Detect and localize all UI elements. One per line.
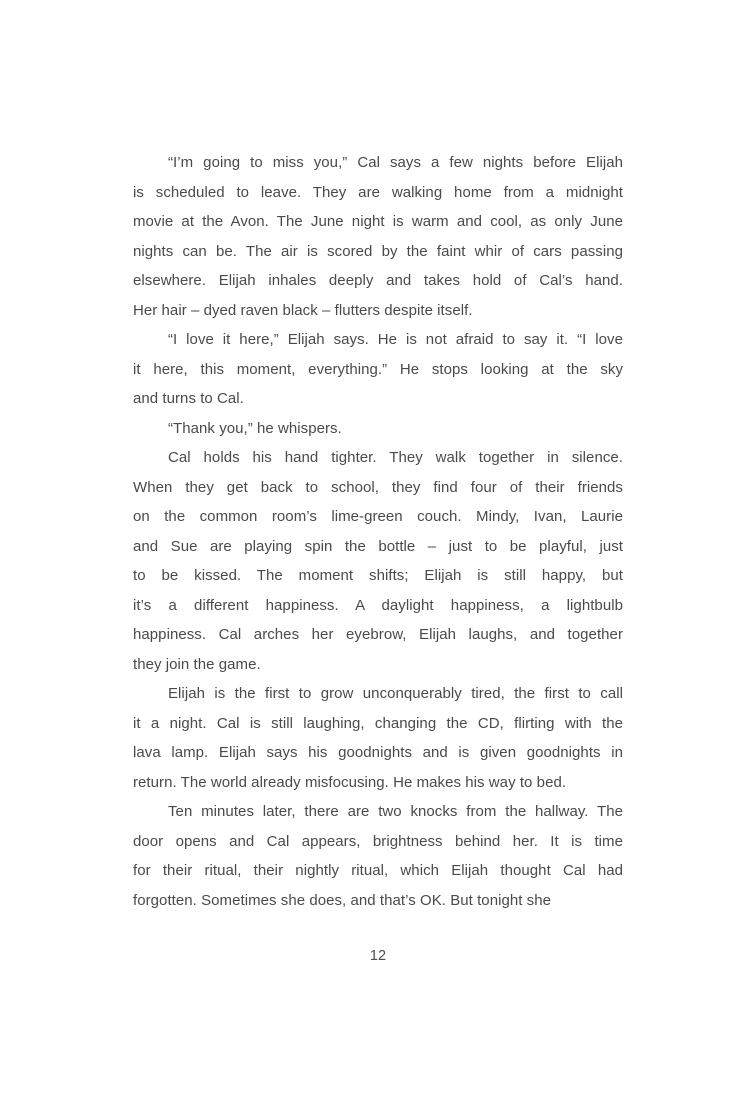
text-line: “I’m going to miss you,” Cal says a few nights before Elijah [168, 154, 623, 171]
paragraph [133, 414, 623, 444]
text-line: it a night. Cal is still laughing, changing the CD, flirting with the [133, 714, 623, 732]
paragraph [133, 148, 623, 325]
text-line: movie at the Avon. The June night is warm and cool, as only June [133, 213, 623, 230]
text-line: lava lamp. Elijah says his goodnights and is given goodnights in [133, 744, 623, 761]
text-block [133, 148, 623, 915]
text-line: Her hair – dyed raven black – flutters despite itself. [133, 301, 473, 319]
text-line: to be kissed. The moment shifts; Elijah is still happy, but [133, 567, 623, 584]
text-line: on the common room’s lime-green couch. Mindy, Ivan, Laurie [133, 508, 623, 525]
paragraph [133, 443, 623, 679]
paragraph [133, 797, 623, 915]
text-line: Ten minutes later, there are two knocks from the hallway. The [168, 803, 623, 820]
text-line: elsewhere. Elijah inhales deeply and takes hold of Cal’s hand. [133, 272, 623, 289]
text-line: it here, this moment, everything.” He stops looking at the sky [133, 360, 623, 378]
text-line: is scheduled to leave. They are walking home from a midnight [133, 183, 623, 201]
paragraph [133, 679, 623, 797]
text-line: happiness. Cal arches her eyebrow, Elijah laughs, and together [133, 626, 623, 643]
text-line: nights can be. The air is scored by the faint whir of cars passing [133, 242, 623, 260]
page-number: 12 [369, 948, 387, 964]
text-line: “I love it here,” Elijah says. He is not afraid to say it. “I love [168, 331, 623, 348]
text-line: return. The world already misfocusing. He makes his way to bed. [133, 773, 567, 791]
text-line: Elijah is the first to grow unconquerably tired, the first to call [168, 685, 623, 702]
paragraph [133, 325, 623, 414]
text-line: for their ritual, their nightly ritual, which Elijah thought Cal had [133, 862, 623, 879]
text-line: and turns to Cal. [133, 390, 244, 407]
text-line: forgotten. Sometimes she does, and that’s OK. But tonight she [133, 891, 552, 909]
text-line: Cal holds his hand tighter. They walk together in silence. [168, 449, 623, 466]
text-line: door opens and Cal appears, brightness behind her. It is time [133, 832, 623, 850]
text-line: “Thank you,” he whispers. [168, 419, 342, 437]
text-line: it’s a different happiness. A daylight happiness, a lightbulb [133, 596, 623, 614]
text-line: they join the game. [133, 655, 261, 673]
text-line: and Sue are playing spin the bottle – just to be playful, just [133, 537, 623, 555]
text-line: When they get back to school, they find four of their friends [133, 478, 623, 496]
